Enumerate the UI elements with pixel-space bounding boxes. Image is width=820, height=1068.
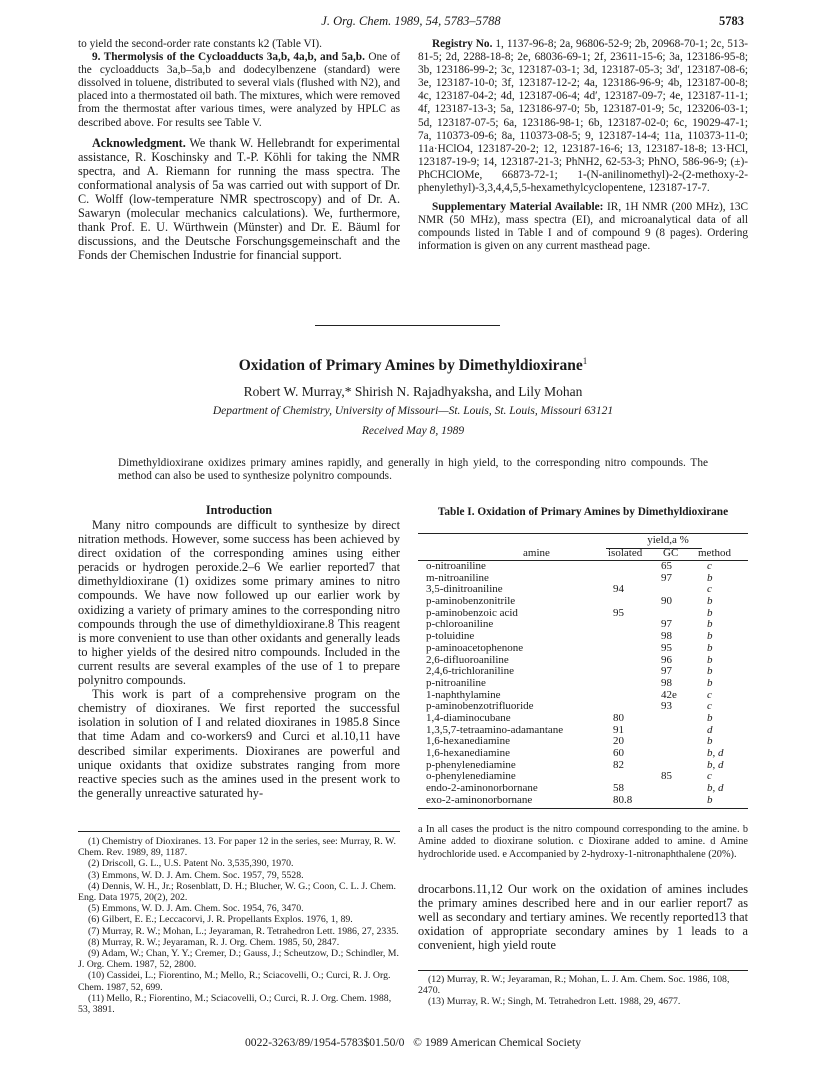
table-footnotes: a In all cases the product is the nitro compound corresponding to the amine. b Amine added to dioxirane solution. c Dioxirane added to amine. d Amine hydrochloride used. e Accompanied by 2-hydroxy-1-nitronaphthalene (20%). bbox=[418, 824, 748, 860]
title-footnote-mark: 1 bbox=[582, 356, 588, 366]
page-number: 5783 bbox=[719, 14, 744, 28]
gc-cell: 98 bbox=[661, 630, 672, 643]
gc-cell: 42e bbox=[661, 688, 677, 701]
footer-code: 0022-3263/89/1954-5783$01.50/0 bbox=[245, 1036, 405, 1049]
amine-cell: p-phenylenediamine bbox=[426, 758, 516, 771]
footnote: (6) Gilbert, E. E.; Leccacorvi, J. R. Propellants Explos. 1976, 1, 89. bbox=[88, 914, 353, 926]
header-amine: amine bbox=[523, 547, 550, 559]
footnote-rule-right bbox=[418, 970, 748, 971]
isolated-cell: 94 bbox=[613, 583, 624, 596]
isolated-cell: 20 bbox=[613, 735, 624, 748]
footnote: (3) Emmons, W. D. J. Am. Chem. Soc. 1957, 79, 5528. bbox=[88, 869, 304, 881]
amine-cell: 2,4,6-trichloraniline bbox=[426, 665, 514, 678]
amine-cell: p-chloroaniline bbox=[426, 618, 494, 631]
footnote: (1) Chemistry of Dioxiranes. 13. For paper 12 in the series, see: Murray, R. W. Chem. Rev. 1989, 89, 1187. bbox=[78, 836, 396, 859]
header-isolated: isolated bbox=[608, 547, 643, 559]
footer-copyright: © 1989 American Chemical Society bbox=[413, 1036, 581, 1049]
gc-cell: 85 bbox=[661, 770, 672, 783]
amine-cell: 3,5-dinitroaniline bbox=[426, 583, 503, 596]
introduction-heading: Introduction bbox=[205, 503, 273, 517]
method-cell: c bbox=[707, 770, 712, 783]
method-cell: b bbox=[707, 641, 713, 654]
amine-cell: p-aminobenzoic acid bbox=[426, 606, 518, 619]
footnote: (7) Murray, R. W.; Mohan, L.; Jeyaraman, R. Tetrahedron Lett. 1986, 27, 2335. bbox=[88, 925, 399, 937]
method-cell: d bbox=[707, 723, 713, 736]
isolated-cell: 95 bbox=[613, 606, 624, 619]
amine-cell: 2,6-difluoroaniline bbox=[426, 653, 509, 666]
footnote: (11) Mello, R.; Fiorentino, M.; Sciacovelli, O.; Curci, R. J. Org. Chem. 1988, 53, 3891. bbox=[78, 992, 392, 1016]
article-affiliation: Department of Chemistry, University of Missouri—St. Louis, St. Louis, Missouri 63121 bbox=[212, 405, 614, 417]
method-cell: c bbox=[707, 560, 712, 572]
yield-header: yield,a % bbox=[647, 534, 689, 546]
gc-cell: 97 bbox=[661, 618, 672, 631]
amine-cell: p-aminobenzotrifluoride bbox=[426, 700, 534, 713]
table-end-rule bbox=[418, 808, 748, 809]
footnote-rule-left bbox=[78, 831, 400, 832]
table-1 bbox=[418, 533, 748, 809]
table-row bbox=[418, 678, 748, 690]
method-cell: b bbox=[707, 618, 713, 631]
amine-cell: p-toluidine bbox=[426, 630, 475, 643]
method-cell: b bbox=[707, 606, 713, 619]
table-body bbox=[418, 561, 748, 806]
method-cell: c bbox=[707, 700, 712, 713]
table-header bbox=[418, 533, 748, 561]
method-cell: b bbox=[707, 711, 713, 724]
amine-cell: 1,6-hexanediamine bbox=[426, 747, 510, 759]
method-cell: b bbox=[707, 735, 713, 748]
footnotes-left bbox=[78, 836, 400, 1015]
registry-text: 1, 1137-96-8; 2a, 96806-52-9; 2b, 20968-70-1; 2c, 513-81-5; 2d, 2288-18-8; 2e, 68036-69-1; 2f, 23611-15-6; 3a, 123186-95-8; 3b, 123186-99-2; 3c, 123187-03-1; 3d, 123187-05-3; 3d′, 123187-08-6; 3e, 123187-10-0; 3f, 123187-12-2; 4a, 123186-96-9; 4b, 123187-00-8; 4c, 123187-04-2; 4d, 123187-06-4; 4d′, 123187-09-7; 4e, 123187-11-1; 4f, 123187-13-3; 5a, 123186-97-0; 5b, 123187-01-9; 5c, 123206-03-1; 5d, 123187-07-5; 6a, 123186-98-1; 6b, 123187-02-0; 6c, 19029-47-1; 7a, 110373-09-6; 8a, 110373-08-5; 9, 123187-14-4; 11a, 110373-11-0; 11a·HClO4, 123187-20-2; 12, 123187-16-6; 13, 123187-18-8; 13·HCl, 123187-19-9; 14, 123187-21-3; PhNH2, 62-53-3; PhNO, 586-96-9; (±)-PhCHClOMe, 66873-72-1; 1-(N-anilinomethyl)-2-(2-methoxy-2-phenylethyl)-3,3,4,4,5,5-hexamethylcyclopentene, 123187-17-7. bbox=[418, 38, 748, 195]
intro-paragraph-1: Many nitro compounds are difficult to synthesize by direct nitration methods. However, some success has been achieved by direct oxidation of the corresponding amines using either peracids or hydrogen peroxide.2–6 We earlier reported7 that dimethyldioxirane (1) oxidizes some primary amines to nitro compounds. We have now followed up our earlier work by oxidizing a variety of primary amines to the corresponding nitro compounds through the use of dimethyldioxirane.8 This reagent is more convenient to use than other oxidants and generally leads to higher yields of the desired nitro compounds. Included in the current results are several examples of the use of 1 to prepare polynitro compounds. bbox=[78, 518, 400, 688]
header-method: method bbox=[698, 547, 731, 559]
amine-cell: 1,4-diaminocubane bbox=[426, 711, 511, 724]
gc-cell: 65 bbox=[661, 560, 672, 572]
amine-cell: 1-naphthylamine bbox=[426, 688, 501, 701]
gc-cell: 95 bbox=[661, 641, 672, 654]
footnote: (4) Dennis, W. H., Jr.; Rosenblatt, D. H.; Blucher, W. G.; Coon, C. L. J. Chem. Eng. Data 1975, 20(2), 202. bbox=[78, 880, 396, 904]
method-cell: b bbox=[707, 595, 713, 608]
gc-cell: 97 bbox=[661, 571, 672, 584]
section-9-text: One of the cycloadducts 3a,b–5a,b and dodecylbenzene (standard) were dissolved in toluene, distributed to several vials (flushed with N2), and placed into a thermostated oil bath. The mixtures, which were removed from the thermostat after various times, were analyzed by HPLC as described above. For results see Table V. bbox=[78, 51, 400, 129]
method-cell: b, d bbox=[707, 782, 724, 795]
section-divider bbox=[315, 325, 500, 326]
right-body-text: drocarbons.11,12 Our work on the oxidation of amines includes the primary amines described here and in our earlier report7 as well as secondary and tertiary amines. We recently reported13 that oxidation of appropriate secondary amines by 1 leads to a convenient, high yield route bbox=[418, 882, 748, 953]
amine-cell: 1,6-hexanediamine bbox=[426, 735, 510, 748]
table-row bbox=[418, 795, 748, 807]
footnote: (2) Driscoll, G. L., U.S. Patent No. 3,535,390, 1970. bbox=[88, 858, 294, 870]
gc-cell: 97 bbox=[661, 665, 672, 678]
amine-cell: m-nitroaniline bbox=[426, 571, 489, 584]
isolated-cell: 91 bbox=[613, 723, 624, 736]
method-cell: b, d bbox=[707, 758, 724, 771]
method-cell: b bbox=[707, 793, 713, 806]
method-cell: c bbox=[707, 688, 712, 701]
title-text: Oxidation of Primary Amines by Dimethyldioxirane bbox=[238, 357, 583, 375]
page-footer bbox=[78, 1036, 748, 1049]
introduction-body bbox=[78, 518, 400, 800]
isolated-cell: 60 bbox=[613, 747, 624, 759]
footnote: (9) Adam, W.; Chan, Y. Y.; Cremer, D.; Gauss, J.; Scheutzow, D.; Schindler, M. J. Org. Chem. 1987, 52, 2800. bbox=[78, 948, 399, 971]
footnote: (12) Murray, R. W.; Jeyaraman, R.; Mohan, L. J. Am. Chem. Soc. 1986, 108, 2470. bbox=[418, 974, 730, 997]
amine-cell: o-nitroaniline bbox=[426, 560, 486, 572]
registry-heading: Registry No. bbox=[432, 38, 493, 50]
method-cell: b bbox=[707, 630, 713, 643]
table-row bbox=[418, 643, 748, 655]
article-authors: Robert W. Murray,* Shirish N. Rajadhyaksha, and Lily Mohan bbox=[243, 384, 583, 399]
section-9-heading: 9. Thermolysis of the Cycloadducts 3a,b, 4a,b, and 5a,b. bbox=[92, 51, 365, 64]
amine-cell: p-aminoacetophenone bbox=[426, 641, 524, 654]
amine-cell: 1,3,5,7-tetraamino-adamantane bbox=[426, 723, 564, 736]
abstract: Dimethyldioxirane oxidizes primary amines rapidly, and generally in high yield, to the corresponding nitro compounds. The method can also be used to synthesize polynitro compounds. bbox=[118, 457, 708, 483]
gc-cell: 98 bbox=[661, 676, 672, 689]
method-cell: b, d bbox=[707, 747, 724, 759]
table-row bbox=[418, 748, 748, 760]
table-row bbox=[418, 713, 748, 725]
isolated-cell: 58 bbox=[613, 782, 624, 795]
method-cell: b bbox=[707, 653, 713, 666]
footnotes-right bbox=[418, 974, 748, 1008]
intro-paragraph-2: This work is part of a comprehensive program on the chemistry of dioxiranes. We first reported the successful isolation in solution of I and related dioxiranes in 1985.8 Since that time Adam and co-workers9 and Curci et al.10,11 have described similar experiments. Dioxiranes are powerful and unique oxidants that oxidize substrates ranging from more reactive species such as the amines used in the present work to the generally unreactive saturated hy- bbox=[78, 687, 400, 800]
amine-cell: p-aminobenzonitrile bbox=[426, 595, 516, 608]
right-top-column bbox=[418, 38, 748, 254]
footnote: (8) Murray, R. W.; Jeyaraman, R. J. Org. Chem. 1985, 50, 2847. bbox=[88, 936, 340, 948]
supplementary-text: IR, 1H NMR (200 MHz), 13C NMR (50 MHz), mass spectra (EI), and microanalytical data of all compounds listed in Table I and of compound 9 (8 pages). Ordering information is given on any current masthead page. bbox=[418, 201, 749, 253]
acknowledgment-heading: Acknowledgment. bbox=[92, 135, 186, 150]
supplementary-heading: Supplementary Material Available: bbox=[432, 201, 604, 214]
method-cell: c bbox=[707, 583, 712, 596]
table-row bbox=[418, 561, 748, 573]
running-header bbox=[78, 14, 744, 30]
isolated-cell: 80.8 bbox=[613, 793, 633, 806]
table-row bbox=[418, 783, 748, 795]
isolated-cell: 80 bbox=[613, 711, 624, 724]
amine-cell: endo-2-aminonorbornane bbox=[426, 782, 538, 795]
method-cell: b bbox=[707, 665, 713, 678]
left-top-column bbox=[78, 38, 400, 263]
journal-citation: J. Org. Chem. 1989, 54, 5783–5788 bbox=[321, 14, 501, 28]
table-row bbox=[418, 596, 748, 608]
gc-cell: 96 bbox=[661, 653, 672, 666]
table-caption: Table I. Oxidation of Primary Amines by Dimethyldioxirane bbox=[437, 506, 729, 518]
footnote: (13) Murray, R. W.; Singh, M. Tetrahedron Lett. 1988, 29, 4677. bbox=[428, 996, 681, 1008]
article-title bbox=[78, 356, 748, 375]
header-gc: GC bbox=[663, 547, 679, 559]
footnote: (10) Cassidei, L.; Fiorentino, M.; Mello, R.; Sciacovelli, O.; Curci, R. J. Org. Chem. 1987, 52, 699. bbox=[78, 970, 391, 993]
method-cell: b bbox=[707, 571, 713, 584]
method-cell: b bbox=[707, 676, 713, 689]
received-date: Received May 8, 1989 bbox=[361, 425, 465, 437]
gc-cell: 90 bbox=[661, 595, 672, 608]
amine-cell: p-nitroaniline bbox=[426, 676, 486, 689]
isolated-cell: 82 bbox=[613, 758, 624, 771]
amine-cell: o-phenylenediamine bbox=[426, 770, 516, 783]
gc-cell: 93 bbox=[661, 700, 672, 713]
carryover-line: to yield the second-order rate constants k2 (Table VI). bbox=[78, 38, 322, 50]
acknowledgment-text: We thank W. Hellebrandt for experimental assistance, R. Koschinsky and T.-P. Köhli for taking the NMR spectra, and A. Riemann for running the mass spectra. The conformational analysis of 5a was carried out with support of Dr. C. Wolff (low-temperature NMR spectroscopy) and of Dr. A. Sawaryn (molecular mechanics calculations). We, furthermore, thank Prof. E. U. Würthwein (Münster) and Dr. E. Bäuml for discussions, and the Deutsche Forschungsgemeinschaft and the Fonds der Chemischen Industrie for financial support. bbox=[78, 135, 401, 263]
footnote: (5) Emmons, W. D. J. Am. Chem. Soc. 1954, 76, 3470. bbox=[88, 903, 304, 915]
amine-cell: exo-2-aminonorbornane bbox=[426, 793, 533, 806]
